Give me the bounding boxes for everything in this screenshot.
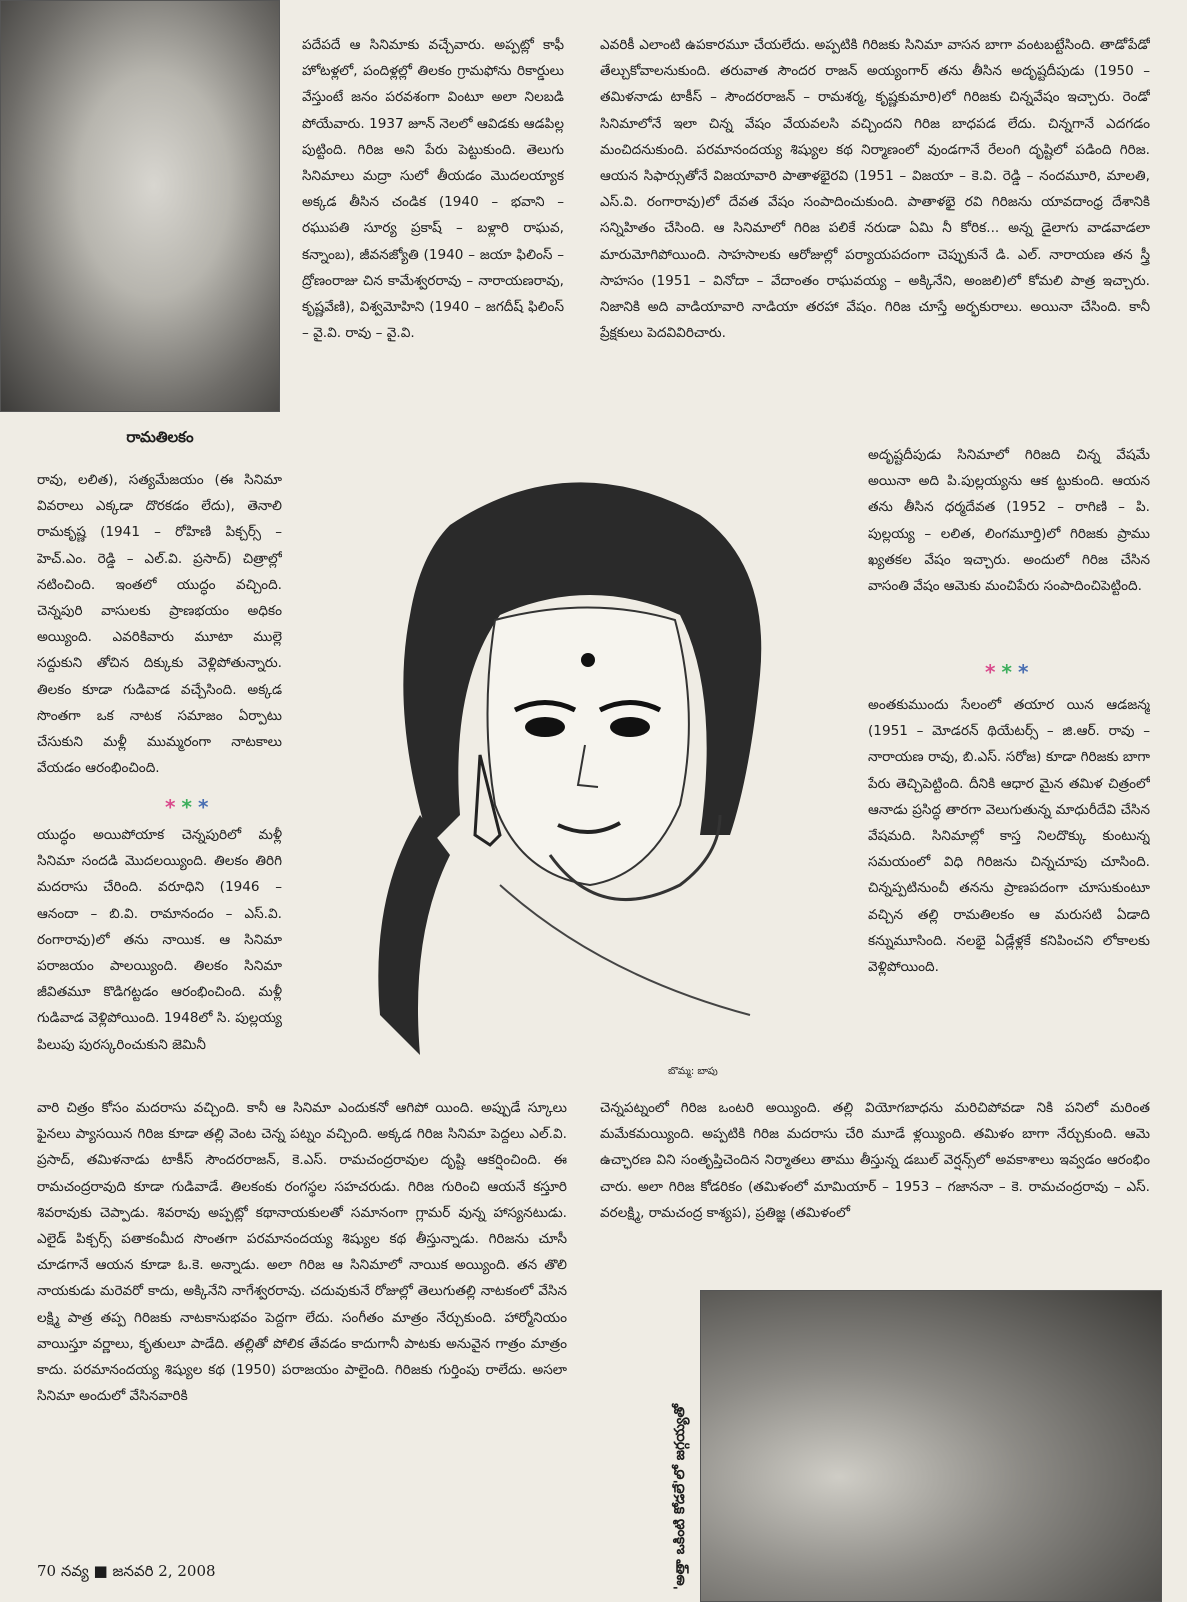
article-col-right-mid-1: అదృష్టదీపుడు సినిమాలో గిరిజది చిన్న వేషమే అయినా అది పి.పుల్లయ్యను ఆక ట్టుకుంది. ఆయన తను తీసిన ధర్మదేవత (1952 – రాగిణి – పి. పుల్లయ్య – లలిత, లింగమూర్తి)లో గిరిజకు ప్రాము ఖ్యతకల వేషం ఇచ్చారు. అందులో గిరిజ చేసిన వాసంతి వేషం ఆమెకు మంచిపేరు సంపాదించిపెట్టింది.: [868, 447, 1150, 595]
bottom-right-photo: [700, 1290, 1162, 1602]
top-left-photo: [0, 0, 280, 412]
woman-portrait-illustration: [300, 455, 860, 1075]
bottom-photo-caption: 'అత్తా ఒకింటి కోడలే'లో జగ్గయ్యతో: [672, 1403, 688, 1590]
top-photo-caption: రామతిలకం: [126, 428, 194, 446]
section-divider-stars-right: ***: [985, 660, 1035, 684]
section-divider-stars: ***: [165, 795, 215, 819]
article-col-bottom-right: చెన్నపట్నంలో గిరిజ ఒంటరి అయ్యింది. తల్లి వియోగబాధను మరిచిపోవడా నికి పనిలో మరింత మమేకమయ్యింది. అప్పటికి గిరిజ మదరాసు చేరి మూడే ళ్లయ్యింది. తమిళం బాగా నేర్చుకుంది. ఆమె ఉచ్ఛారణ విని సంతృప్తిచెందిన నిర్మాతలు తాము తీస్తున్న డబుల్ వెర్షన్స్‌లో అవకాశాలు ఇవ్వడం ఆరంభిం చారు. అలా గిరిజ కోడరికం (తమిళంలో మామియార్ – 1953 – గజాననా – కె. రామచంద్రరావు – ఎస్. వరలక్ష్మి, రామచంద్ర కాశ్యప), ప్రతిజ్ఞ (తమిళంలో: [600, 1100, 1150, 1221]
article-col-right-mid-2: అంతకుముందు సేలంలో తయార యిన ఆడజన్మ (1951 – మోడరన్ థియేటర్స్ – జి.ఆర్. రావు – నారాయణ రావు, బి.ఎస్. సరోజ) కూడా గిరిజకు బాగా పేరు తెచ్చిపెట్టింది. దీనికి ఆధార మైన తమిళ చిత్రంలో ఆనాడు ప్రసిద్ధ తారగా వెలుగుతున్న మాధురీదేవి చేసిన వేషమది. సినిమాల్లో కాస్త నిలదొక్కు కుంటున్న సమయంలో విధి గిరిజను చిన్నచూపు చూసింది. చిన్నప్పటినుంచీ తనను ప్రాణపదంగా చూసుకుంటూ వచ్చిన తల్లి రామతిలకం ఆ మరుసటి ఏడాది కన్నుమూసింది. నలభై ఏడ్లేళ్లకే కనిపించని లోకాలకు వెళ్లిపోయింది.: [868, 697, 1150, 976]
article-col-left-mid-2: యుద్ధం అయిపోయాక చెన్నపురిలో మళ్లీ సినిమా సందడి మొదలయ్యింది. తిలకం తిరిగి మదరాసు చేరింది. వరూధిని (1946 – ఆనందా – బి.వి. రామానందం – ఎస్.వి. రంగారావు)లో తను నాయిక. ఆ సినిమా పరాజయం పాలయ్యింది. తిలకం సినిమా జీవితమూ కొడిగట్టడం ఆరంభించింది. మళ్లీ గుడివాడ వెళ్లిపోయింది. 1948లో సి. పుల్లయ్య పిలుపు పురస్కరించుకుని జెమినీ: [37, 827, 282, 1053]
article-col-bottom-left: వారి చిత్రం కోసం మదరాసు వచ్చింది. కానీ ఆ సినిమా ఎందుకనో ఆగిపో యింది. అప్పుడే స్కూలు ఫైనలు ప్యాసయిన గిరిజ కూడా తల్లి వెంట చెన్న పట్నం వచ్చింది. అక్కడ గిరిజ సినిమా పెద్దలు ఎల్.వి. ప్రసాద్, తమిళనాడు టాకీస్ సౌందరరాజన్, కె.ఎస్. రామచంద్రరావుల దృష్టి ఆకర్షించింది. ఈ రామచంద్రరావుది కూడా గుడివాడే. తిలకంకు రంగస్థల సహచరుడు. గిరిజ గురించి ఆయనే కస్తూరి శివరావుకు చెప్పాడు. శివరావు అప్పట్లో కథానాయకులతో సమానంగా గ్లామర్ వున్న హాస్యనటుడు. ఎలైడ్ పిక్చర్స్ పతాకంమీద సొంతగా పరమానందయ్య శిష్యుల కథ తీస్తున్నాడు. గిరిజను చూసీ చూడగానే ఆయన కూడా ఓ.కె. అన్నాడు. అలా గిరిజ ఆ సినిమాలో నాయిక అయ్యింది. తన తొలి నాయకుడు మరెవరో కాదు, అక్కినేని నాగేశ్వరరావు. చదువుకునే రోజుల్లో తెలుగుతల్లి నాటకంలో వేసిన లక్ష్మి పాత్ర తప్ప గిరిజకు నాటకానుభవం పెద్దగా లేదు. సంగీతం మాత్రం నేర్చుకుంది. హార్మోనియం వాయిస్తూ వర్ణాలు, కృతులూ పాడేది. తల్లితో పోలిక తేవడం కాదుగానీ పాటకు అనువైన గాత్రం మాత్రం కాదు. పరమానందయ్య శిష్యుల కథ (1950) పరాజయం పాలైంది. గిరిజకు గుర్తింపు రాలేదు. అసలా సినిమా అందులో వేసినవారికి: [37, 1100, 567, 1405]
article-col-top-right: ఎవరికీ ఎలాంటి ఉపకారమూ చేయలేదు. అప్పటికి గిరిజకు సినిమా వాసన బాగా వంటబట్టేసింది. తాడోపేడో తేల్చుకోవాలనుకుంది. తరువాత సౌందర రాజన్ అయ్యంగార్ తను తీసిన అదృష్టదీపుడు (1950 – తమిళనాడు టాకీస్ – సౌందరరాజన్ – రామశర్మ, కృష్ణకుమారి)లో గిరిజకు చిన్నవేషం ఇచ్చారు. రెండో సినిమాలోనే ఇలా చిన్న వేషం వేయవలసి వచ్చిందని గిరిజ బాధపడ లేదు. చిన్నగానే ఎదగడం మంచిదనుకుంది. పరమానందయ్య శిష్యుల కథ నిర్మాణంలో వుండగానే రేలంగి దృష్టిలో పడింది గిరిజ. ఆయన సిఫార్సుతోనే విజయావారి పాతాళభైరవి (1951 – విజయా – కె.వి. రెడ్డి – నందమూరి, మాలతి, ఎస్.వి. రంగారావు)లో దేవత వేషం సంపాదించుకుంది. పాతాళభై రవి గిరిజను యావదాంధ్ర దేశానికి సన్నిహితం చేసింది. ఆ సినిమాలో గిరిజ పలికే నరుడా ఏమి నీ కోరిక... అన్న డైలాగు వాడవాడలా మారుమోగిపోయింది. సాహసాలకు ఆరోజుల్లో పర్యాయపదంగా చెప్పుకునే డి. ఎల్. నారాయణ తన స్త్రీ సాహసం (1951 – వినోదా – వేదాంతం రాఘవయ్య – అక్కినేని, అంజలి)లో కోమలి పాత్ర ఇచ్చారు. నిజానికి అది వాడియావారి నాడియా తరహా వేషం. గిరిజ చూస్తే అర్భకురాలు. అయినా చేసింది. కానీ ప్రేక్షకులు పెదవివిరిచారు.: [600, 37, 1150, 342]
illustration-credit: బొమ్మ: బాపు: [668, 1066, 718, 1077]
article-col-top-middle: పదేపదే ఆ సినిమాకు వచ్చేవారు. అప్పట్లో కాఫీ హోటళ్లలో, పందిళ్లల్లో తిలకం గ్రామఫోను రికార్డులు వేస్తుంటే జనం పరవశంగా వింటూ అలా నిలబడి పోయేవారు. 1937 జూన్ నెలలో ఆవిడకు ఆడపిల్ల పుట్టింది. గిరిజ అని పేరు పెట్టుకుంది. తెలుగు సినిమాలు మద్రా సులో తీయడం మొదలయ్యాక అక్కడ తీసిన చండిక (1940 – భవాని – రఘుపతి సూర్య ప్రకాష్ – బళ్లారి రాఘవ, కన్నాంబ), జీవనజ్యోతి (1940 – జయా ఫిలింస్ – ద్రోణంరాజు చిన కామేశ్వరరావు – నారాయణరావు, కృష్ణవేణి), విశ్వమోహిని (1940 – జగదీష్ ఫిలింస్ – వై.వి. రావు – వై.వి.: [302, 37, 564, 342]
article-col-left-mid-1: రావు, లలిత), సత్యమేజయం (ఈ సినిమా వివరాలు ఎక్కడా దొరకడం లేదు), తెనాలి రామకృష్ణ (1941 – రోహిణి పిక్చర్స్ – హెచ్.ఎం. రెడ్డి – ఎల్.వి. ప్రసాద్) చిత్రాల్లో నటించింది. ఇంతలో యుద్ధం వచ్చింది. చెన్నపురి వాసులకు ప్రాణభయం అధికం అయ్యింది. ఎవరికివారు మూటా ముల్లె సద్దుకుని తోచిన దిక్కుకు వెళ్లిపోతున్నారు. తిలకం కూడా గుడివాడ వచ్చేసింది. అక్కడ సొంతగా ఒక నాటక సమాజం ఏర్పాటు చేసుకుని మళ్లీ ముమ్మరంగా నాటకాలు వేయడం ఆరంభించింది.: [37, 472, 282, 777]
page-footer: 70 నవ్య ■ జనవరి 2, 2008: [37, 1562, 216, 1580]
